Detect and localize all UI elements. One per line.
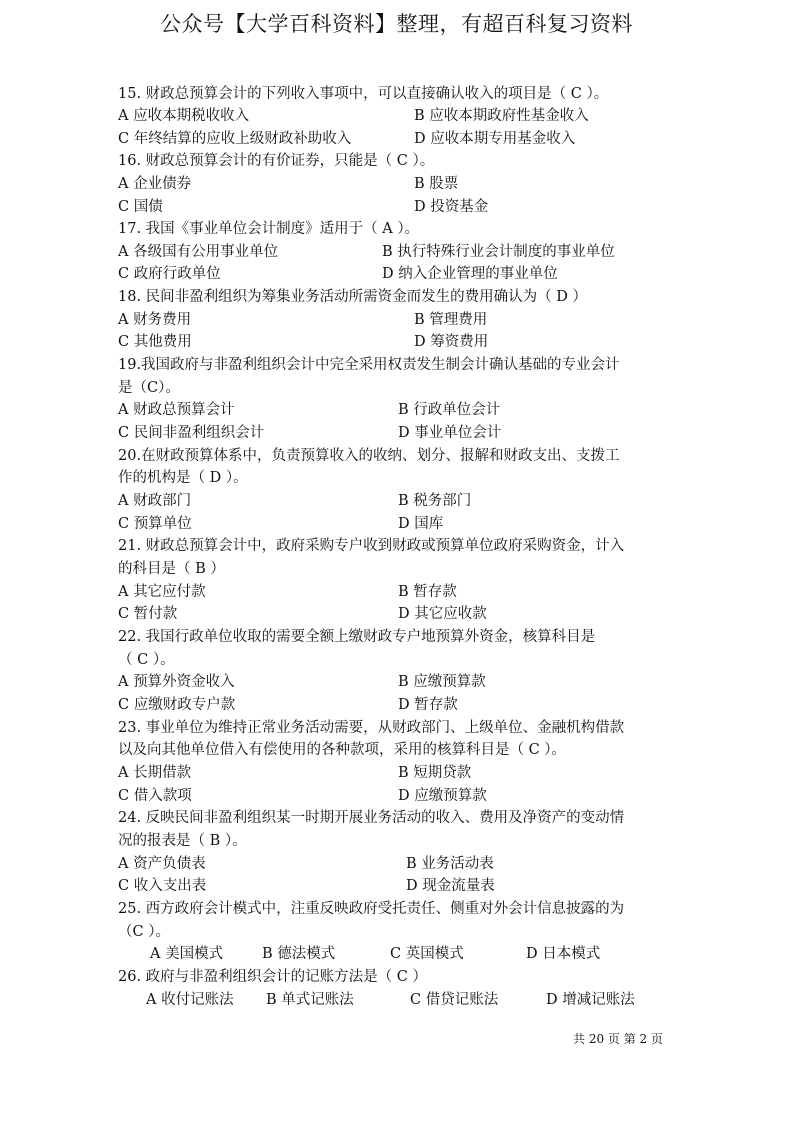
question-26-option-c: C 借贷记账法 <box>410 992 499 1008</box>
question-26-stem: 26. 政府与非盈利组织会计的记账方法是（ C ） <box>118 969 427 985</box>
question-20-options-row-1 <box>118 491 472 511</box>
question-17-stem: 17. 我国《事业单位会计制度》适用于（ A ）。 <box>118 221 420 237</box>
question-24-options-row-1 <box>118 854 494 874</box>
question-15-options-row-2 <box>118 129 576 149</box>
question-19-option-b: B 行政单位会计 <box>398 402 501 418</box>
question-21-option-c: C 暂付款 <box>118 606 178 622</box>
question-25-option-b: B 德法模式 <box>262 946 336 962</box>
question-22-options-row-1 <box>118 672 486 692</box>
question-25-option-d: D 日本模式 <box>526 946 601 962</box>
question-24-option-c: C 收入支出表 <box>118 878 207 894</box>
question-26-option-b: B 单式记账法 <box>266 992 354 1008</box>
question-19-option-c: C 民间非盈利组织会计 <box>118 425 265 441</box>
question-22-option-c: C 应缴财政专户款 <box>118 697 236 713</box>
question-17-option-b: B 执行特殊行业会计制度的事业单位 <box>382 244 615 260</box>
question-25-option-a: A 美国模式 <box>150 946 224 962</box>
question-23-option-a: A 长期借款 <box>118 765 192 781</box>
question-25-option-c: C 英国模式 <box>390 946 464 962</box>
question-26-option-d: D 增减记账法 <box>546 992 635 1008</box>
question-24-option-b: B 业务活动表 <box>406 856 494 872</box>
question-21-stem-line-2: 的科目是（ B ） <box>118 561 225 577</box>
question-19-stem-line-2: 是（C）。 <box>118 380 180 396</box>
question-18-options-row-2 <box>118 332 489 352</box>
question-20-stem-line-1: 20.在财政预算体系中，负责预算收入的收纳、划分、报解和财政支出、支拨工 <box>118 448 620 464</box>
question-22-stem-line-2: （ C ）。 <box>118 652 175 668</box>
question-23-option-b: B 短期贷款 <box>398 765 472 781</box>
question-20-stem-line-2: 作的机构是（ D ）。 <box>118 470 248 486</box>
question-22-options-row-2 <box>118 695 458 715</box>
question-23-stem-line-1: 23. 事业单位为维持正常业务活动需要，从财政部门、上级单位、金融机构借款 <box>118 720 625 736</box>
question-19-options-row-2 <box>118 423 502 443</box>
question-15-option-b: B 应收本期政府性基金收入 <box>414 108 589 124</box>
question-20-option-c: C 预算单位 <box>118 516 192 532</box>
question-17-options-row-2 <box>118 264 558 284</box>
question-20-option-d: D 国库 <box>398 516 444 532</box>
question-17-option-a: A 各级国有公用事业单位 <box>118 244 279 260</box>
question-18-option-b: B 管理费用 <box>414 312 488 328</box>
question-17-option-d: D 纳入企业管理的事业单位 <box>382 266 558 282</box>
question-15-option-a: A 应收本期税收收入 <box>118 108 250 124</box>
question-22-stem-line-1: 22. 我国行政单位收取的需要全额上缴财政专户地预算外资金，核算科目是 <box>118 629 596 645</box>
question-21-option-d: D 其它应收款 <box>398 606 487 622</box>
question-19-option-a: A 财政总预算会计 <box>118 402 235 418</box>
question-18-options-row-1 <box>118 310 488 330</box>
question-24-options-row-2 <box>118 876 495 896</box>
question-21-options-row-2 <box>118 604 487 624</box>
question-25-stem-line-1: 25. 西方政府会计模式中，注重反映政府受托责任、侧重对外会计信息披露的为 <box>118 901 625 917</box>
question-24-stem-line-2: 况的报表是（ B ）。 <box>118 833 247 849</box>
question-18-option-a: A 财务费用 <box>118 312 192 328</box>
question-20-option-b: B 税务部门 <box>398 493 472 509</box>
question-26-options-row <box>146 990 635 1010</box>
question-20-options-row-2 <box>118 514 444 534</box>
question-16-option-d: D 投资基金 <box>414 199 489 215</box>
question-26-option-a: A 收付记账法 <box>146 992 234 1008</box>
question-20-option-a: A 财政部门 <box>118 493 192 509</box>
question-18-stem: 18. 民间非盈利组织为筹集业务活动所需资金而发生的费用确认为（ D ） <box>118 289 588 305</box>
page-number-footer: 共 20 页 第 2 页 <box>573 1032 663 1046</box>
question-19-options-row-1 <box>118 400 501 420</box>
question-21-options-row-1 <box>118 582 457 602</box>
question-15-stem: 15. 财政总预算会计的下列收入事项中，可以直接确认收入的项目是（ C ）。 <box>118 86 609 102</box>
question-16-options-row-1 <box>118 174 459 194</box>
question-15-options-row-1 <box>118 106 589 126</box>
question-16-option-a: A 企业债券 <box>118 176 192 192</box>
question-19-option-d: D 事业单位会计 <box>398 425 502 441</box>
question-23-options-row-2 <box>118 786 487 806</box>
question-23-options-row-1 <box>118 763 472 783</box>
question-21-option-b: B 暂存款 <box>398 584 457 600</box>
question-15-option-c: C 年终结算的应收上级财政补助收入 <box>118 131 352 147</box>
question-18-option-c: C 其他费用 <box>118 334 192 350</box>
question-25-stem-line-2: （C ）。 <box>118 924 170 940</box>
question-24-option-a: A 资产负债表 <box>118 856 206 872</box>
question-18-option-d: D 筹资费用 <box>414 334 489 350</box>
question-16-option-c: C 国债 <box>118 199 163 215</box>
question-25-options-row <box>150 944 601 964</box>
question-22-option-a: A 预算外资金收入 <box>118 674 235 690</box>
question-21-stem-line-1: 21. 财政总预算会计中，政府采购专户收到财政或预算单位政府采购资金，计入 <box>118 538 625 554</box>
question-17-options-row-1 <box>118 242 615 262</box>
question-21-option-a: A 其它应付款 <box>118 584 206 600</box>
question-23-option-d: D 应缴预算款 <box>398 788 487 804</box>
question-23-stem-line-2: 以及向其他单位借入有偿使用的各种款项，采用的核算科目是（ C ）。 <box>118 742 567 758</box>
question-17-option-c: C 政府行政单位 <box>118 266 221 282</box>
question-24-stem-line-1: 24. 反映民间非盈利组织某一时期开展业务活动的收入、费用及净资产的变动情 <box>118 810 625 826</box>
page-header: 公众号【大学百科资料】整理，有超百科复习资料 <box>160 12 633 36</box>
question-16-option-b: B 股票 <box>414 176 459 192</box>
question-22-option-d: D 暂存款 <box>398 697 458 713</box>
question-15-option-d: D 应收本期专用基金收入 <box>414 131 576 147</box>
question-23-option-c: C 借入款项 <box>118 788 192 804</box>
question-16-options-row-2 <box>118 197 489 217</box>
question-22-option-b: B 应缴预算款 <box>398 674 486 690</box>
question-24-option-d: D 现金流量表 <box>406 878 495 894</box>
question-16-stem: 16. 财政总预算会计的有价证券，只能是（ C ）。 <box>118 153 435 169</box>
question-19-stem-line-1: 19.我国政府与非盈利组织会计中完全采用权责发生制会计确认基础的专业会计 <box>118 357 620 373</box>
